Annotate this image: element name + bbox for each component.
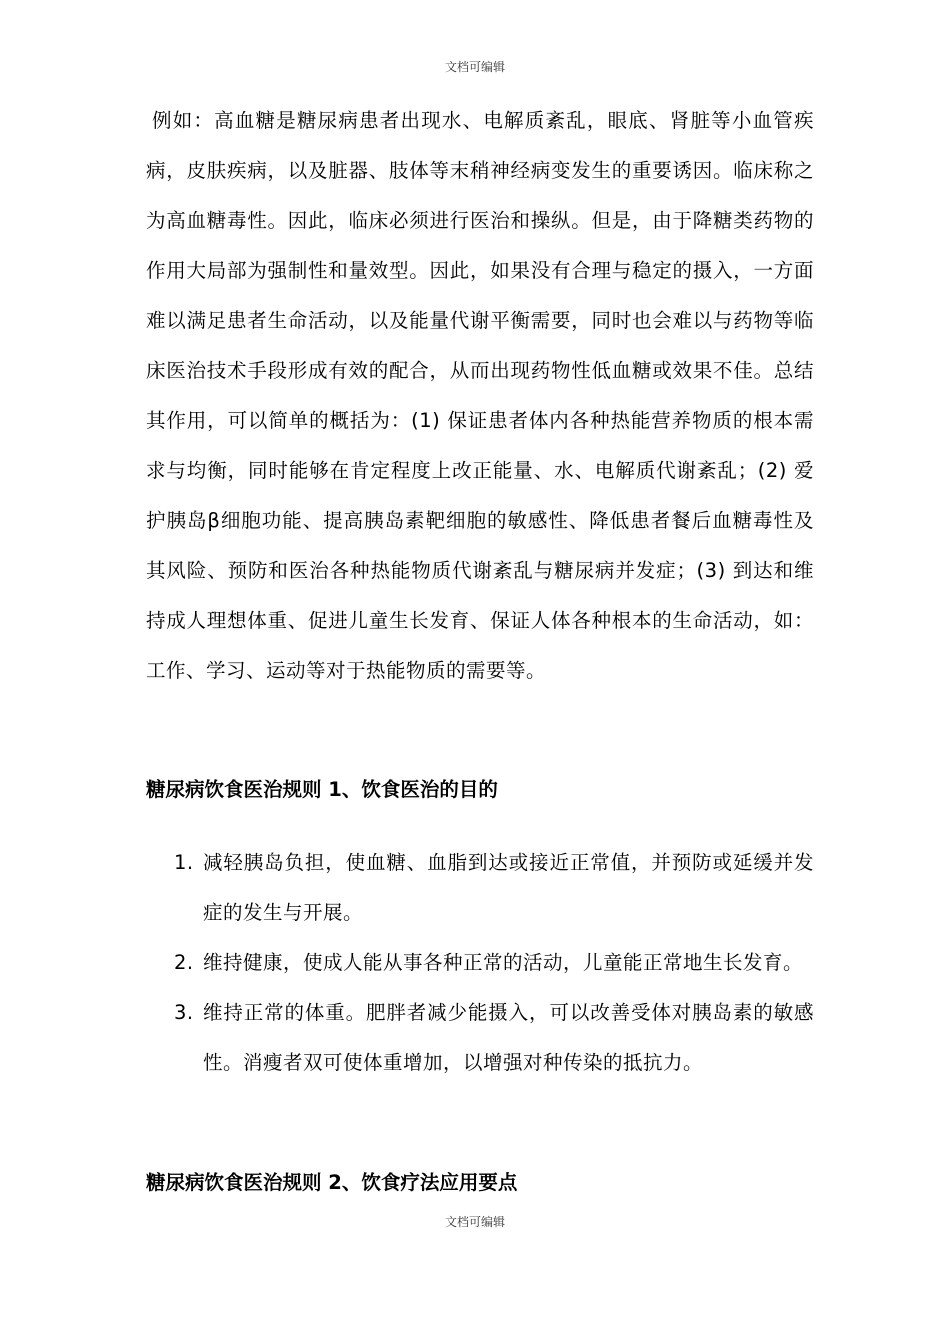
goal-item <box>146 838 814 938</box>
section-heading-application: 糖尿病饮食医治规则 2、饮食疗法应用要点 <box>146 1171 518 1194</box>
list-number: 1. <box>174 851 194 874</box>
goal-item <box>146 938 814 988</box>
list-number: 2. <box>174 951 194 974</box>
section-heading-goals: 糖尿病饮食医治规则 1、饮食医治的目的 <box>146 778 498 801</box>
goal-item <box>146 988 814 1088</box>
intro-paragraph: 例如：高血糖是糖尿病患者出现水、电解质紊乱，眼底、肾脏等小血管疾病，皮肤疾病，以及脏器、肢体等末稍神经病变发生的重要诱因。临床称之为高血糖毒性。因此，临床必须进行医治和操纵。但是，由于降糖类药物的作用大局部为强制性和量效型。因此，如果没有合理与稳定的摄入，一方面难以满足患者生命活动，以及能量代谢平衡需要，同时也会难以与药物等临床医治技术手段形成有效的配合，从而出现药物性低血糖或效果不佳。总结其作用，可以简单的概括为：(1) 保证患者体内各种热能营养物质的根本需求与均衡，同时能够在肯定程度上改正能量、水、电解质代谢紊乱；(2) 爱护胰岛β细胞功能、提高胰岛素靶细胞的敏感性、降低患者餐后血糖毒性及其风险、预防和医治各种热能物质代谢紊乱与糖尿病并发症；(3) 到达和维持成人理想体重、促进儿童生长发育、保证人体各种根本的生命活动，如：工作、学习、运动等对于热能物质的需要等。 <box>146 109 814 682</box>
list-item-text: 维持健康，使成人能从事各种正常的活动，儿童能正常地生长发育。 <box>203 951 804 974</box>
page-header: 文档可编辑 <box>444 60 505 74</box>
list-item-text: 维持正常的体重。肥胖者减少能摄入，可以改善受体对胰岛素的敏感性。消瘦者双可使体重增加，以增强对种传染的抵抗力。 <box>203 1001 814 1074</box>
list-item-text: 减轻胰岛负担，使血糖、血脂到达或接近正常值，并预防或延缓并发症的发生与开展。 <box>203 851 814 924</box>
goal-list <box>146 838 814 1088</box>
page-footer: 文档可编辑 <box>444 1215 505 1229</box>
list-number: 3. <box>174 1001 194 1024</box>
